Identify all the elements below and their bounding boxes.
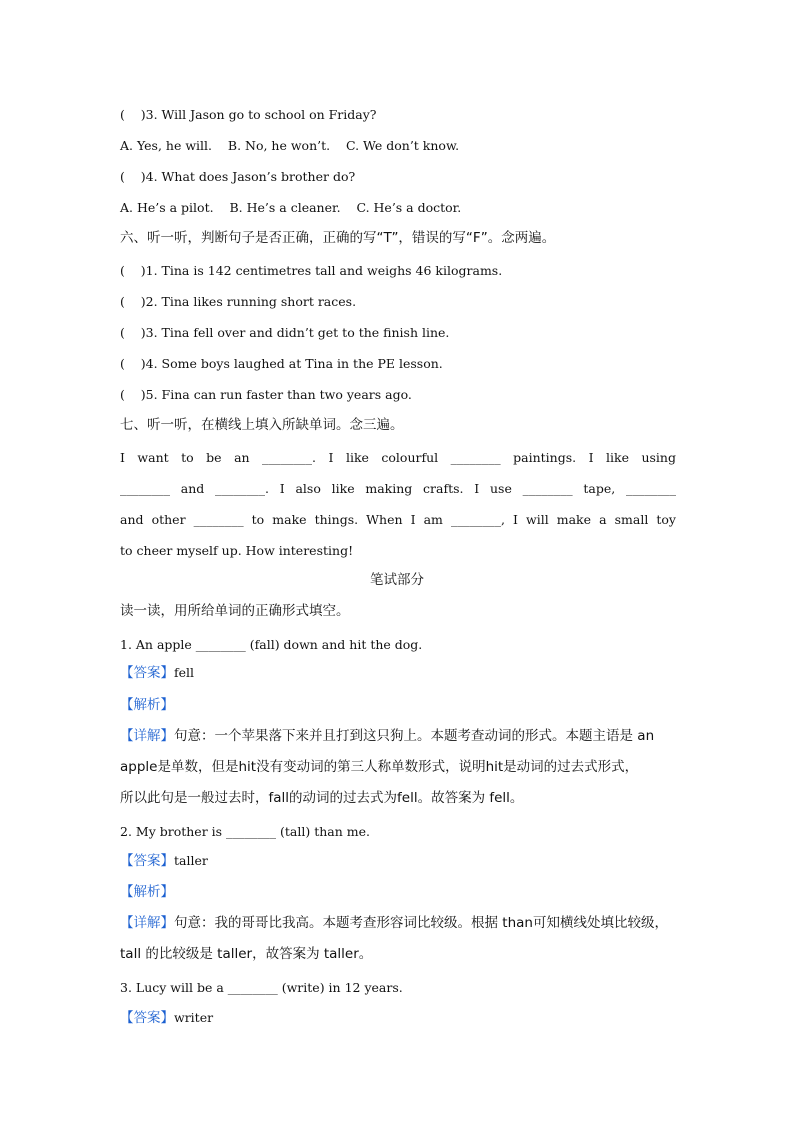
q1-analysis-tag: 【解析】 — [120, 697, 174, 713]
detail-text: 句意：一个苹果落下来并且打到这只狗上。本题考查动词的形式。本题主语是 an — [174, 728, 655, 744]
answer-value: fell — [174, 665, 195, 680]
detail-tag: 【详解】 — [120, 728, 174, 744]
written-question-3: 3. Lucy will be a ________ (write) in 12 years. — [120, 980, 403, 995]
written-question-2: 2. My brother is ________ (tall) than me. — [120, 824, 370, 839]
section-6-item-3: ( )3. Tina fell over and didn’t get to the finish line. — [120, 325, 450, 340]
question-5-3-options: A. Yes, he will. B. No, he won’t. C. We don’t know. — [120, 138, 460, 153]
q1-detail-line-3: 所以此句是一般过去时，fall的动词的过去式为fell。故答案为 fell。 — [120, 790, 524, 806]
q1-detail-line-2: apple是单数，但是hit没有变动词的第三人称单数形式，说明hit是动词的过去式形式， — [120, 759, 639, 775]
written-section-title: 笔试部分 — [370, 572, 424, 588]
q1-answer — [120, 665, 194, 681]
section-6-item-5: ( )5. Fina can run faster than two years ago. — [120, 387, 412, 402]
answer-value: taller — [174, 853, 208, 868]
question-5-4: ( )4. What does Jason’s brother do? — [120, 169, 356, 184]
section-6-item-4: ( )4. Some boys laughed at Tina in the PE lesson. — [120, 356, 443, 371]
answer-value: writer — [174, 1010, 214, 1025]
section-7-line-1: I want to be an ________. I like colourful ________ paintings. I like using — [120, 450, 676, 465]
q2-analysis-tag: 【解析】 — [120, 884, 174, 900]
q2-detail-line-1 — [120, 915, 668, 931]
section-6-item-1: ( )1. Tina is 142 centimetres tall and weighs 46 kilograms. — [120, 263, 503, 278]
section-7-heading: 七、听一听，在横线上填入所缺单词。念三遍。 — [120, 417, 404, 433]
q2-answer — [120, 853, 208, 869]
section-7-line-3: and other ________ to make things. When I am ________, I will make a small toy — [120, 512, 676, 527]
q3-answer — [120, 1010, 213, 1026]
written-instruction: 读一读，用所给单词的正确形式填空。 — [120, 603, 350, 619]
detail-text: 句意：我的哥哥比我高。本题考查形容词比较级。根据 than可知横线处填比较级， — [174, 915, 668, 931]
answer-tag: 【答案】 — [120, 665, 174, 681]
section-7-line-2: ________ and ________. I also like making crafts. I use ________ tape, ________ — [120, 481, 676, 496]
section-6-item-2: ( )2. Tina likes running short races. — [120, 294, 357, 309]
q1-detail-line-1 — [120, 728, 654, 744]
answer-tag: 【答案】 — [120, 853, 174, 869]
answer-tag: 【答案】 — [120, 1010, 174, 1026]
detail-tag: 【详解】 — [120, 915, 174, 931]
section-6-heading: 六、听一听，判断句子是否正确，正确的写“T”，错误的写“F”。念两遍。 — [120, 230, 556, 246]
question-5-3: ( )3. Will Jason go to school on Friday? — [120, 107, 377, 122]
written-question-1: 1. An apple ________ (fall) down and hit the dog. — [120, 637, 423, 652]
q2-detail-line-2: tall 的比较级是 taller，故答案为 taller。 — [120, 946, 373, 962]
section-7-line-4: to cheer myself up. How interesting! — [120, 543, 354, 558]
question-5-4-options: A. He’s a pilot. B. He’s a cleaner. C. He’s a doctor. — [120, 200, 462, 215]
